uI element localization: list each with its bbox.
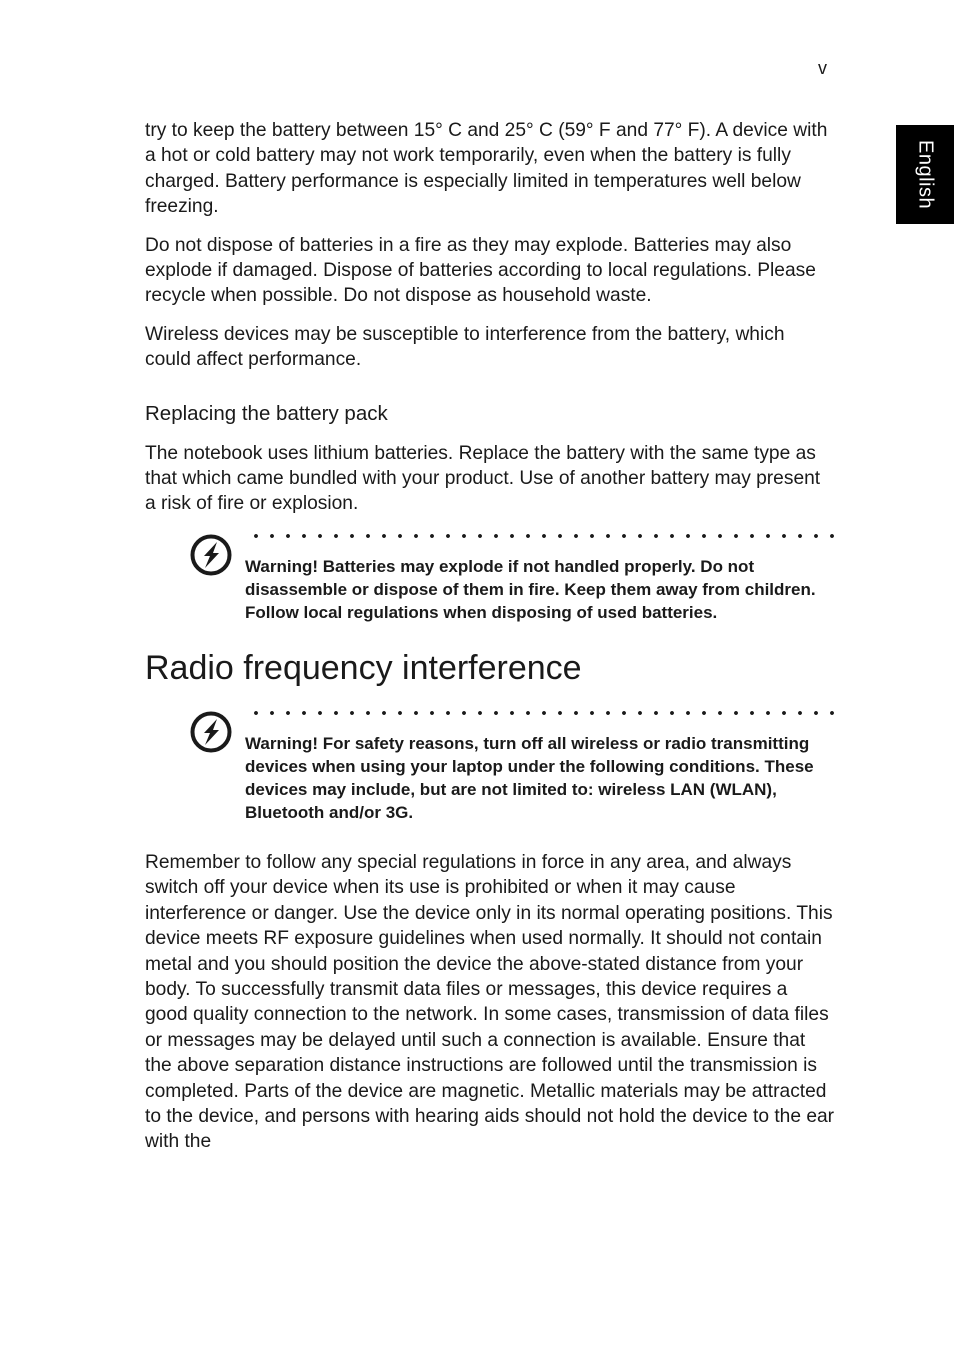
battery-warning-block <box>190 534 835 624</box>
language-tab <box>896 125 954 224</box>
radio-warning-text: Warning! For safety reasons, turn off all wireless or radio transmitting devices when using your laptop under the following conditions. These devices may include, but are not limited to: wireless LAN (WLAN), Bluetooth and/or 3G. <box>245 733 814 822</box>
language-tab-label: English <box>914 139 937 210</box>
replacing-battery-heading: Replacing the battery pack <box>145 401 388 425</box>
battery-disposal-paragraph: Do not dispose of batteries in a fire as they may explode. Batteries may also explode if damaged. Dispose of batteries according to local regulations. Please recycle when possible. Do not dispose as household waste. <box>145 234 816 307</box>
warning-lightning-icon <box>190 711 232 753</box>
radio-warning-block <box>190 711 835 824</box>
battery-temperature-paragraph: try to keep the battery between 15° C and 25° C (59° F and 77° F). A device with a hot or cold battery may not work temporarily, even when the battery is fully charged. Battery performance is especially limited in temperatures well below freezing. <box>145 120 828 218</box>
replacing-battery-paragraph: The notebook uses lithium batteries. Replace the battery with the same type as that which came bundled with your product. Use of another battery may present a risk of fire or explosion. <box>145 442 821 515</box>
page-number: v <box>818 58 827 78</box>
warning-lightning-icon <box>190 534 232 576</box>
radio-regulations-paragraph: Remember to follow any special regulations in force in any area, and always switch off your device when its use is prohibited or when it may cause interference or danger. Use the device only in its normal operating positions. This device meets RF exposure guidelines when used normally. It should not contain metal and you should position the device the above-stated distance from your body. To successfully transmit data files or messages, this device requires a good quality connection to the network. In some cases, transmission of data files or messages may be delayed until such a connection is available. Ensure that the above separation distance instructions are followed until the transmission is completed. Parts of the device are magnetic. Metallic materials may be attracted to the device, and persons with hearing aids should not hold the device to the ear with the <box>145 851 835 1153</box>
battery-warning-text: Warning! Batteries may explode if not handled properly. Do not disassemble or dispose of them in fire. Keep them away from children. Follow local regulations when disposing of used batteries. <box>245 556 816 622</box>
warning-dotted-rule <box>248 711 840 715</box>
warning-dotted-rule <box>248 534 840 538</box>
page-content <box>145 118 835 1155</box>
radio-frequency-heading: Radio frequency interference <box>145 648 582 687</box>
battery-interference-paragraph: Wireless devices may be susceptible to interference from the battery, which could affect performance. <box>145 323 785 371</box>
